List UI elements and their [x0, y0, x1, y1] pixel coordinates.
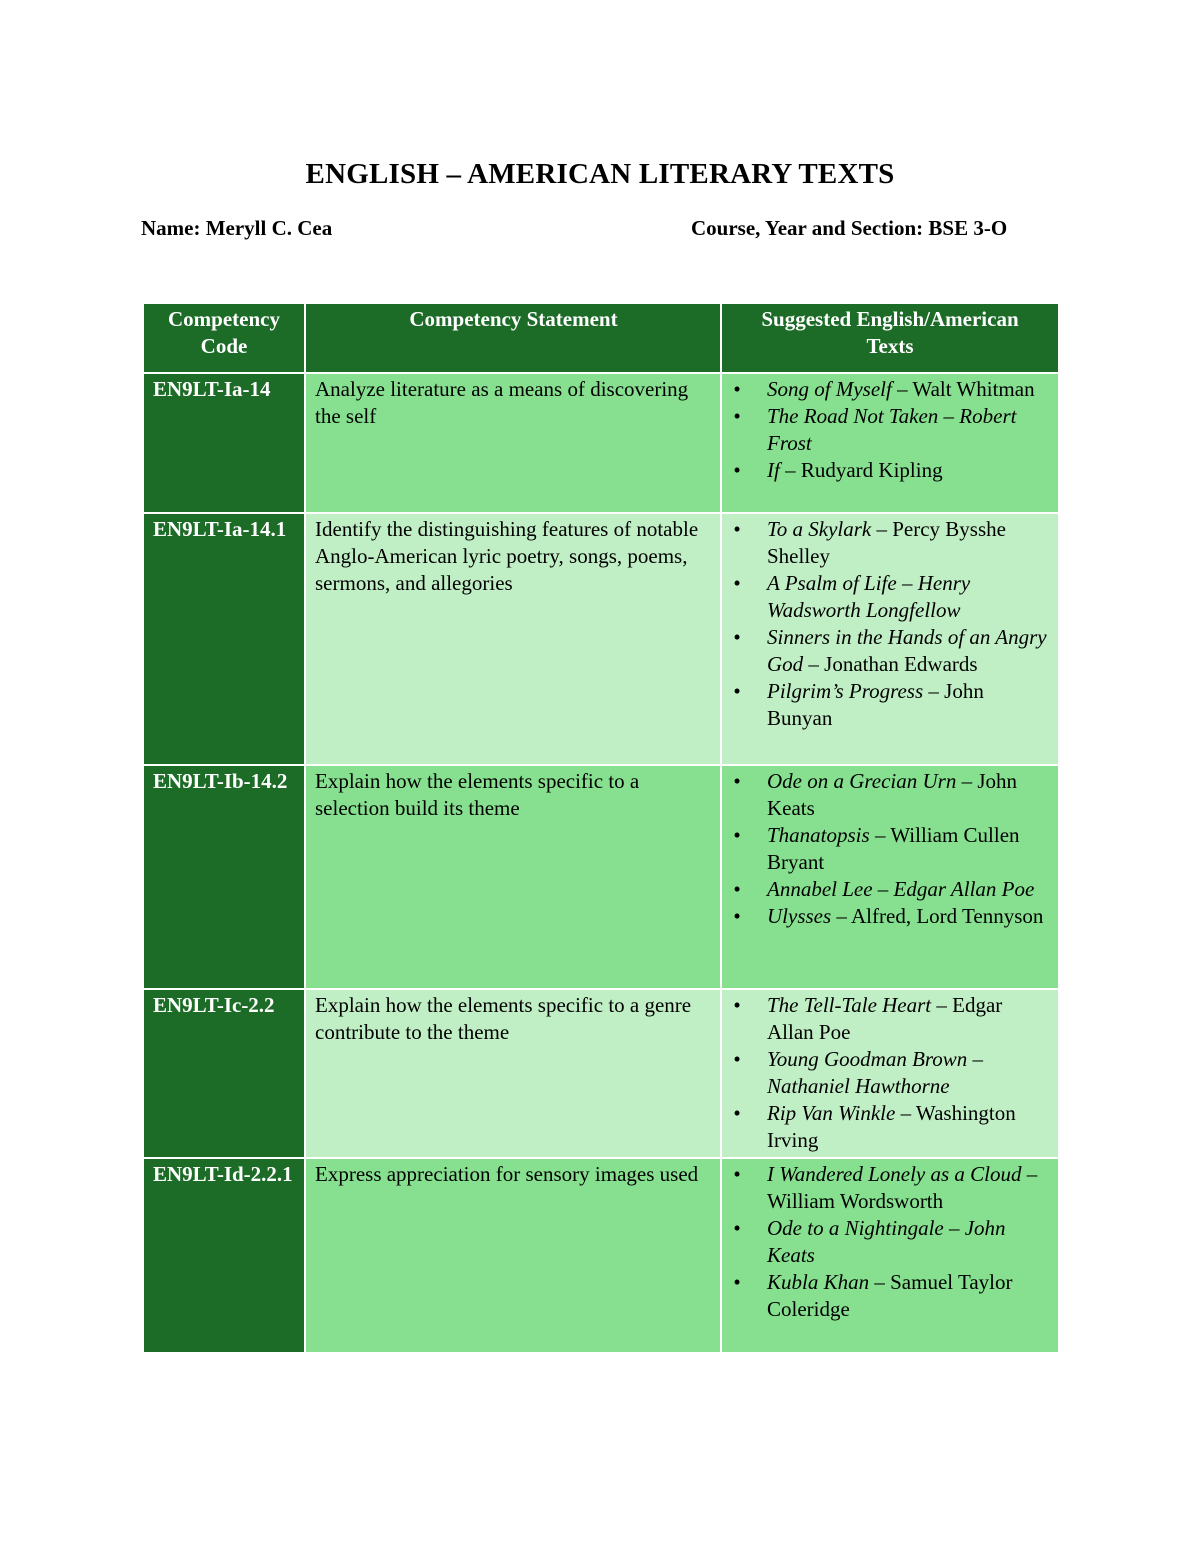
list-item — [733, 516, 1050, 570]
header-row — [143, 303, 1059, 373]
table-row — [143, 1158, 1059, 1353]
list-item — [733, 1161, 1050, 1215]
text-author: – Samuel Taylor Coleridge — [767, 1270, 1013, 1321]
list-item — [733, 376, 1050, 403]
bullet-icon: • — [733, 458, 741, 482]
text-title: To a Skylark — [767, 517, 872, 541]
header-competency-code: Competency Code — [143, 303, 305, 373]
bullet-icon: • — [733, 625, 741, 649]
text-title: If — [767, 458, 780, 482]
table-header — [143, 303, 1059, 373]
text-author: – Washington Irving — [767, 1101, 1016, 1152]
list-item — [733, 992, 1050, 1046]
competency-code: EN9LT-Id-2.2.1 — [143, 1158, 305, 1353]
text-author: – Jonathan Edwards — [803, 652, 978, 676]
competency-table — [142, 302, 1060, 1354]
list-item — [733, 822, 1050, 876]
bullet-icon: • — [733, 1216, 741, 1240]
text-title: Ulysses — [767, 904, 832, 928]
bullet-icon: • — [733, 1270, 741, 1294]
suggested-texts — [721, 765, 1059, 989]
text-author: – Edgar Allan Poe — [767, 993, 1003, 1044]
text-title: Ode to a Nightingale – John Keats — [767, 1216, 1006, 1267]
text-title: Song of Myself — [767, 377, 892, 401]
list-item — [733, 570, 1050, 624]
texts-list — [731, 768, 1050, 930]
bullet-icon: • — [733, 517, 741, 541]
text-title: The Tell-Tale Heart — [767, 993, 932, 1017]
table-body — [143, 373, 1059, 1353]
list-item — [733, 1100, 1050, 1154]
bullet-icon: • — [733, 877, 741, 901]
text-author: – Rudyard Kipling — [779, 458, 943, 482]
bullet-icon: • — [733, 377, 741, 401]
bullet-icon: • — [733, 993, 741, 1017]
suggested-texts — [721, 989, 1059, 1158]
header-competency-statement: Competency Statement — [305, 303, 721, 373]
bullet-icon: • — [733, 1101, 741, 1125]
list-item — [733, 678, 1050, 732]
texts-list — [731, 516, 1050, 732]
list-item — [733, 1269, 1050, 1323]
competency-code: EN9LT-Ia-14.1 — [143, 513, 305, 765]
list-item — [733, 1215, 1050, 1269]
competency-code: EN9LT-Ic-2.2 — [143, 989, 305, 1158]
competency-statement: Explain how the elements specific to a genre contribute to the theme — [305, 989, 721, 1158]
competency-code: EN9LT-Ia-14 — [143, 373, 305, 513]
student-name: Name: Meryll C. Cea — [141, 216, 333, 240]
table-row — [143, 513, 1059, 765]
competency-statement: Explain how the elements specific to a selection build its theme — [305, 765, 721, 989]
text-title: The Road Not Taken – Robert Frost — [767, 404, 1017, 455]
list-item — [733, 768, 1050, 822]
competency-statement: Identify the distinguishing features of notable Anglo-American lyric poetry, songs, poems, sermons, and allegories — [305, 513, 721, 765]
texts-list — [731, 992, 1050, 1154]
competency-code: EN9LT-Ib-14.2 — [143, 765, 305, 989]
table-row — [143, 373, 1059, 513]
text-title: Rip Van Winkle — [767, 1101, 896, 1125]
suggested-texts — [721, 1158, 1059, 1353]
text-title: Kubla Khan — [767, 1270, 870, 1294]
competency-statement: Express appreciation for sensory images used — [305, 1158, 721, 1353]
text-title: I Wandered Lonely as a Cloud — [767, 1162, 1022, 1186]
list-item — [733, 403, 1050, 457]
suggested-texts — [721, 513, 1059, 765]
text-author: – William Cullen Bryant — [767, 823, 1020, 874]
bullet-icon: • — [733, 571, 741, 595]
texts-list — [731, 376, 1050, 484]
list-item — [733, 1046, 1050, 1100]
bullet-icon: • — [733, 404, 741, 428]
text-author: – John Keats — [767, 769, 1018, 820]
header-suggested-texts: Suggested English/American Texts — [721, 303, 1059, 373]
text-title: Pilgrim’s Progress — [767, 679, 924, 703]
bullet-icon: • — [733, 679, 741, 703]
list-item — [733, 457, 1050, 484]
table-row — [143, 989, 1059, 1158]
text-author: – Walt Whitman — [891, 377, 1035, 401]
bullet-icon: • — [733, 1162, 741, 1186]
text-author: – John Bunyan — [767, 679, 984, 730]
list-item — [733, 903, 1050, 930]
table-row — [143, 765, 1059, 989]
text-title: Ode on a Grecian Urn — [767, 769, 957, 793]
text-title: A Psalm of Life – Henry Wadsworth Longfellow — [767, 571, 971, 622]
text-title: Young Goodman Brown – Nathaniel Hawthorne — [767, 1047, 984, 1098]
text-author: – Alfred, Lord Tennyson — [831, 904, 1044, 928]
bullet-icon: • — [733, 823, 741, 847]
text-author: – William Wordsworth — [767, 1162, 1038, 1213]
list-item — [733, 876, 1050, 903]
bullet-icon: • — [733, 769, 741, 793]
course-year-section: Course, Year and Section: BSE 3-O — [691, 216, 1008, 240]
text-author: – Percy Bysshe Shelley — [767, 517, 1006, 568]
text-title: Sinners in the Hands of an Angry God — [767, 625, 1047, 676]
list-item — [733, 624, 1050, 678]
document-title: ENGLISH – AMERICAN LITERARY TEXTS — [305, 158, 895, 190]
text-title: Thanatopsis — [767, 823, 870, 847]
suggested-texts — [721, 373, 1059, 513]
competency-statement: Analyze literature as a means of discovering the self — [305, 373, 721, 513]
text-title: Annabel Lee – Edgar Allan Poe — [767, 877, 1035, 901]
texts-list — [731, 1161, 1050, 1323]
bullet-icon: • — [733, 1047, 741, 1071]
bullet-icon: • — [733, 904, 741, 928]
